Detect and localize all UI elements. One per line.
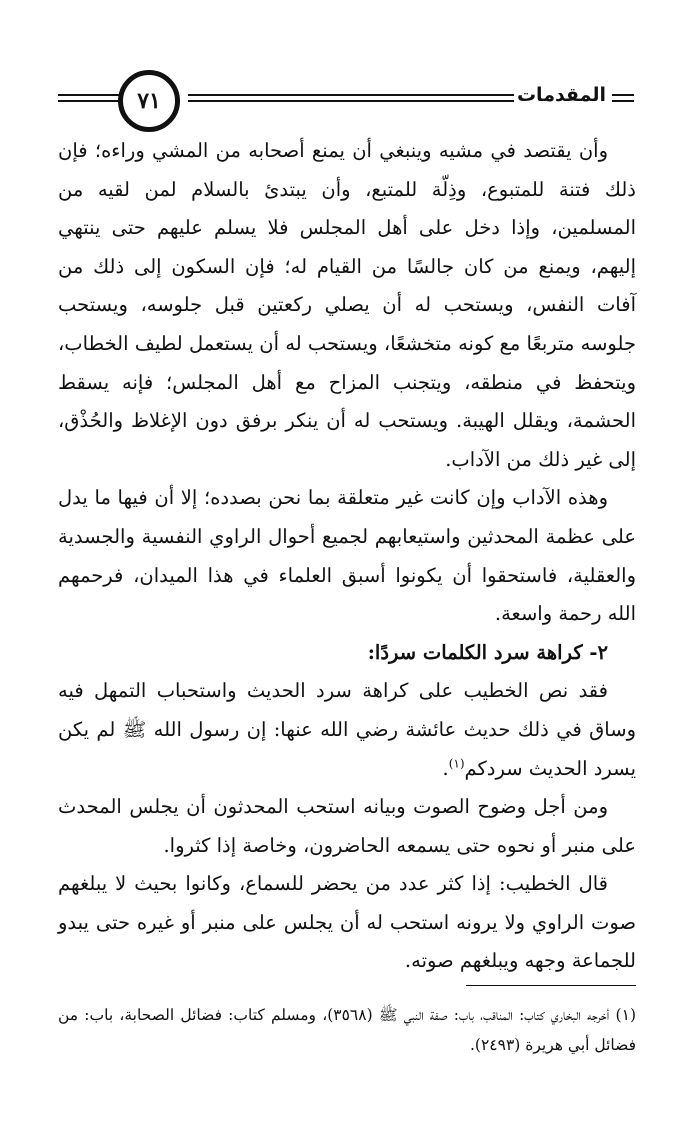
paragraph-text: فقد نص الخطيب على كراهة سرد الحديث واستحباب التمهل فيه وساق في ذلك حديث عائشة رضي الله عنها: إن رسول الله ﷺ لم يكن يسرد الحديث سردكم — [58, 679, 636, 780]
paragraph: وهذه الآداب وإن كانت غير متعلقة بما نحن بصدده؛ إلا أن فيها ما يدل على عظمة المحدثين واستيعابهم لجميع أحوال الراوي النفسية والجسدية والعقلية، فاستحقوا أن يكونوا أسبق العلماء في هذا الميدان، فرحمهم الله رحمة واسعة. — [58, 486, 636, 626]
section-title: المقدمات — [516, 84, 606, 106]
header-rule — [612, 100, 634, 102]
paragraph-text-end: . — [442, 756, 449, 780]
footnote: (١) أخرجه البخاري كتاب: المناقب، باب: صفة النبي ﷺ (٣٥٦٨)، ومسلم كتاب: فضائل الصحابة، باب: من فضائل أبي هريرة (٢٤٩٣). — [58, 1006, 636, 1054]
paragraph: قال الخطيب: إذا كثر عدد من يحضر للسماع، وكانوا بحيث لا يبلغهم صوت الراوي ولا يرونه استحب له أن يجلس على منبر أو غيره حتى يبدو للجماعة وجهه ويبلغهم صوته. — [58, 872, 636, 973]
header-rule — [188, 100, 514, 102]
header-rule — [188, 94, 514, 96]
paragraph: ومن أجل وضوح الصوت وبيانه استحب المحدثون أن يجلس المحدث على منبر أو نحوه حتى يسمعه الحاضرون، وخاصة إذا كثروا. — [58, 795, 636, 857]
page-number: ٧١ — [118, 70, 180, 132]
header-rule — [58, 94, 120, 96]
footnotes — [58, 1000, 636, 1060]
paragraph — [58, 672, 636, 788]
header-rule — [612, 94, 634, 96]
paragraph: وأن يقتصد في مشيه وينبغي أن يمنع أصحابه من المشي وراءه؛ فإن ذلك فتنة للمتبوع، وذِلّة للمتبع، وأن يبتدئ بالسلام لمن لقيه من المسلمين، وإذا دخل على أهل المجلس فلا يسلم عليهم حتى ينتهي إليهم، ويمنع من كان جالسًا من القيام له؛ فإن السكون إلى ذلك من آفات النفس، ويستحب له أن يصلي ركعتين قبل جلوسه، ويستحب جلوسه متربعًا مع كونه متخشعًا، ويستحب له أن يستعمل لطيف الخطاب، ويتحفظ في منطقه، ويتجنب المزاح مع أهل المجلس؛ فإنه يسقط الحشمة، ويقلل الهيبة. ويستحب له أن ينكر برفق دون الإغلاظ والحُذْق، إلى غير ذلك من الآداب. — [58, 139, 636, 471]
footnote-reference: (١) — [448, 756, 465, 770]
header-rule — [58, 100, 120, 102]
main-text — [58, 132, 636, 981]
footnote-separator — [466, 985, 636, 986]
subheading: ٢- كراهة سرد الكلمات سردًا: — [367, 640, 608, 664]
